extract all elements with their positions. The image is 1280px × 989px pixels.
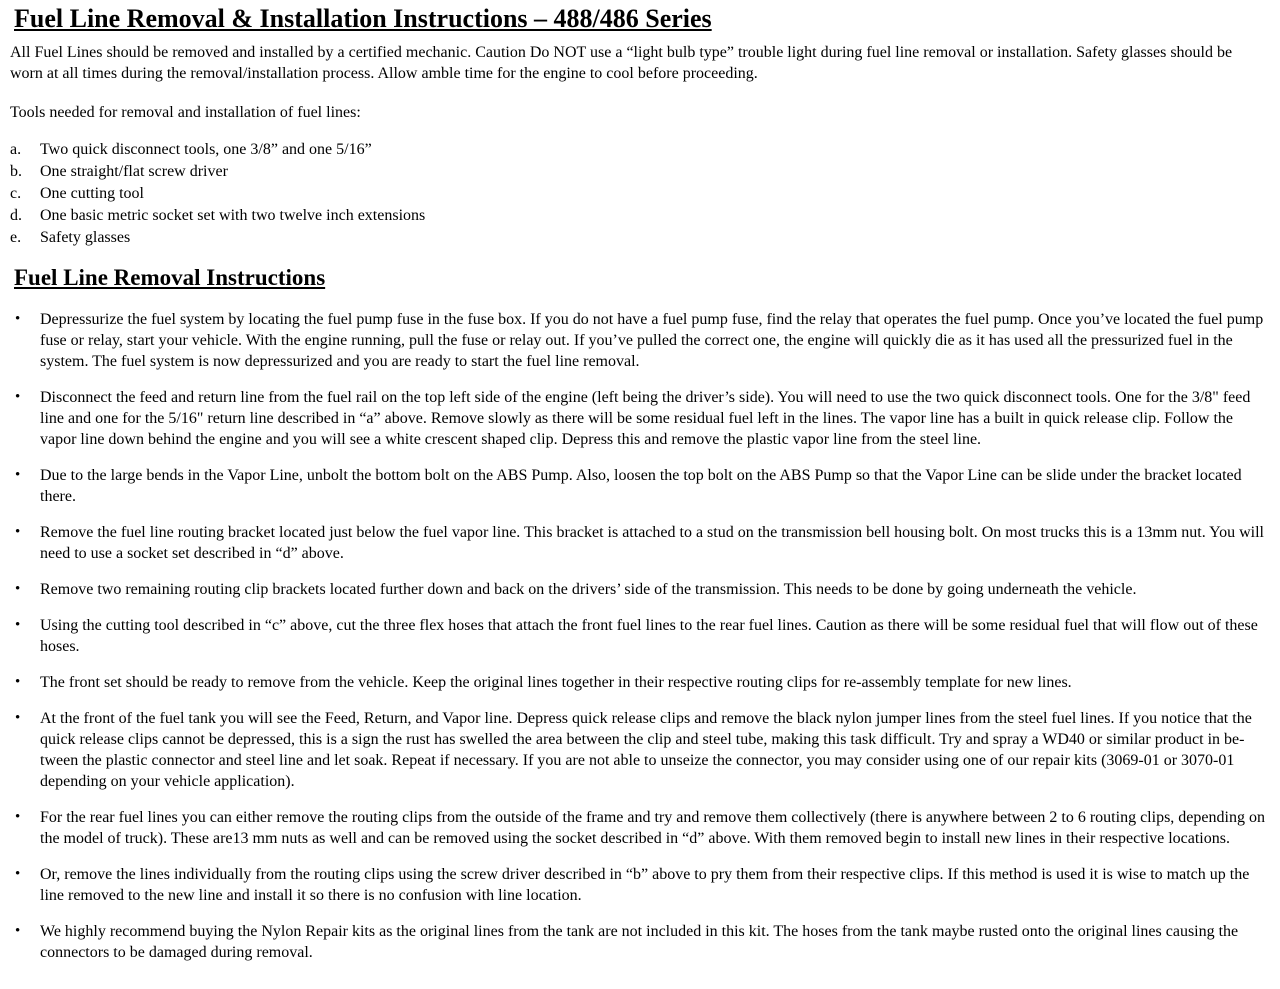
list-letter: a. [10,141,22,158]
list-letter: c. [10,185,22,202]
bullet-icon: • [15,311,21,327]
bullet-text: Remove the fuel line routing bracket located just below the fuel vapor line. This bracket is attached to a stud on the transmission bell housing bolt. On most trucks this is a 13mm nut. You will need to use a socket set described in “d” above. [40,524,1264,562]
bullet-icon: • [15,389,21,405]
section-heading: Fuel Line Removal Instructions [14,265,326,290]
list-letter: b. [10,163,22,180]
bullet-list-item [10,309,1266,372]
list-letter: e. [10,229,22,246]
bullet-icon: • [15,581,21,597]
tool-list-item [10,205,1266,226]
bullet-list-item [10,807,1266,849]
bullet-list-item [10,387,1266,450]
bullet-text: Or, remove the lines individually from the routing clips using the screw driver described in “b” above to pry them from their respective clips. If this method is used it is wise to match up the line removed to the new line and install it so there is no confusion with line location. [40,866,1250,904]
bullet-icon: • [15,524,21,540]
tool-item-text: One basic metric socket set with two twelve inch extensions [40,207,426,224]
bullet-list-item [10,579,1266,600]
bullet-list-item [10,708,1266,792]
bullet-text: For the rear fuel lines you can either remove the routing clips from the outside of the frame and try and remove them collectively (there is anywhere between 2 to 6 routing clips, depending on the model of truck). These are13 mm nuts as well and can be removed using the socket described in “d” above. With them removed begin to install new lines in their respective locations. [40,809,1265,847]
bullet-icon: • [15,710,21,726]
list-letter: d. [10,207,22,224]
tool-item-text: One straight/flat screw driver [40,163,228,180]
tool-item-text: Safety glasses [40,229,131,246]
bullet-icon: • [15,674,21,690]
bullet-text: The front set should be ready to remove from the vehicle. Keep the original lines together in their respective routing clips for re-assembly template for new lines. [40,674,1072,691]
bullet-icon: • [15,866,21,882]
bullet-icon: • [15,923,21,939]
tool-list-item [10,183,1266,204]
tools-list-heading: Tools needed for removal and installation of fuel lines: [10,104,361,121]
bullet-list-item [10,522,1266,564]
tool-list-item [10,139,1266,160]
bullet-text: Disconnect the feed and return line from the fuel rail on the top left side of the engine (left being the driver’s side). You will need to use the two quick disconnect tools. One for the 3/8" feed line and one for the 5/16" return line described in “a” above. Remove slowly as there will be some residual fuel left in the lines. The vapor line has a built in quick release clip. Follow the vapor line down behind the engine and you will see a white crescent shaped clip. Depress this and remove the plastic vapor line from the steel line. [40,389,1251,448]
tool-list-item [10,161,1266,182]
bullet-list-item [10,921,1266,963]
instructions-bullet-list [10,309,1266,963]
bullet-list-item [10,465,1266,507]
bullet-text: Using the cutting tool described in “c” above, cut the three flex hoses that attach the front fuel lines to the rear fuel lines. Caution as there will be some residual fuel that will flow out of these hoses. [40,617,1258,655]
bullet-text: We highly recommend buying the Nylon Repair kits as the original lines from the tank are not included in this kit. The hoses from the tank maybe rusted onto the original lines causing the connectors to be damaged during removal. [40,923,1239,961]
tool-item-text: Two quick disconnect tools, one 3/8” and one 5/16” [40,141,372,158]
bullet-list-item [10,615,1266,657]
bullet-text: Due to the large bends in the Vapor Line, unbolt the bottom bolt on the ABS Pump. Also, loosen the top bolt on the ABS Pump so that the Vapor Line can be slide under the bracket located there. [40,467,1242,505]
document-title: Fuel Line Removal & Installation Instructions – 488/486 Series [14,4,712,33]
bullet-text: At the front of the fuel tank you will see the Feed, Return, and Vapor line. Depress quick release clips and remove the black nylon jumper lines from the steel fuel lines. If you notice that the quick release clips cannot be depressed, this is a sign the rust has swelled the area between the clip and steel tube, making this task difficult. Try and spray a WD40 or similar product in be-tween the plastic connector and steel line and let soak. Repeat if necessary. If you are not able to unseize the connector, you may consider using one of our repair kits (3069-01 or 3070-01 depending on your vehicle application). [40,710,1252,790]
bullet-icon: • [15,809,21,825]
tool-item-text: One cutting tool [40,185,144,202]
bullet-text: Depressurize the fuel system by locating the fuel pump fuse in the fuse box. If you do not have a fuel pump fuse, find the relay that operates the fuel pump. Once you’ve located the fuel pump fuse or relay, start your vehicle. With the engine running, pull the fuse or relay out. If you’ve pulled the correct one, the engine will quickly die as it has used all the pressurized fuel in the system. The fuel system is now depressurized and you are ready to start the fuel line removal. [40,311,1264,370]
tools-list [10,139,1266,248]
bullet-list-item [10,864,1266,906]
tool-list-item [10,227,1266,248]
bullet-text: Remove two remaining routing clip brackets located further down and back on the drivers’ side of the transmission. This needs to be done by going underneath the vehicle. [40,581,1137,598]
bullet-icon: • [15,467,21,483]
bullet-list-item [10,672,1266,693]
bullet-icon: • [15,617,21,633]
intro-paragraph: All Fuel Lines should be removed and installed by a certified mechanic. Caution Do NOT use a “light bulb type” trouble light during fuel line removal or installation. Safety glasses should be worn at all times during the removal/installation process. Allow amble time for the engine to cool before proceeding. [10,44,1233,82]
